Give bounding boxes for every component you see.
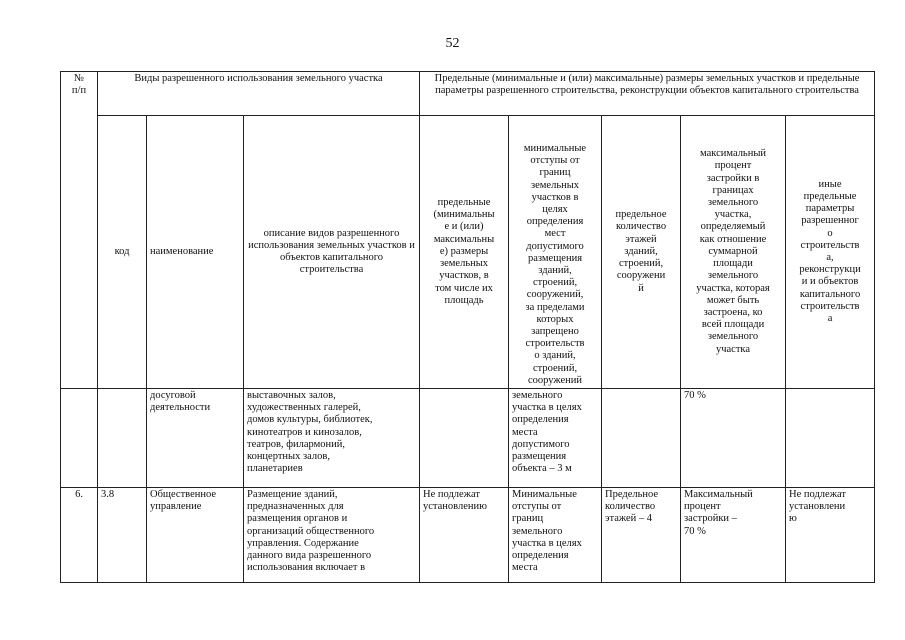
row-code [98, 389, 147, 488]
row-description: выставочных залов, художественных галерей, домов культуры, библиотек, кинотеатров и кинозалов, театров, филармоний, концертных залов, планетариев [244, 389, 420, 488]
row-other [786, 389, 875, 488]
table-row [61, 488, 875, 583]
header-other: иные предельные параметры разрешенног о строительств а, реконструкци и и объектов капитального строительств а [786, 116, 875, 389]
row-floors [602, 389, 681, 488]
header-description: описание видов разрешенного использования земельных участков и объектов капитального строительства [244, 116, 420, 389]
table-row [61, 389, 875, 488]
row-min-setback: земельного участка в целях определения места допустимого размещения объекта – 3 м [509, 389, 602, 488]
row-other: Не подлежат установлени ю [786, 488, 875, 583]
header-limit-size: предельные (минимальны е и (или) максимальны е) размеры земельных участков, в том числе их площадь [420, 116, 509, 389]
page-number: 52 [445, 36, 460, 51]
row-limit-size: Не подлежат установлению [420, 488, 509, 583]
header-limits: Предельные (минимальные и (или) максимальные) размеры земельных участков и предельные параметры разрешенного строительства, реконструкции объектов капитального строительства [420, 72, 875, 116]
row-max-percent: 70 % [681, 389, 786, 488]
row-name: Общественное управление [147, 488, 244, 583]
header-name: наименование [147, 116, 244, 389]
row-description: Размещение зданий, предназначенных для размещения органов и организаций общественного управления. Содержание данного вида разрешенного использования включает в [244, 488, 420, 583]
row-floors: Предельное количество этажей – 4 [602, 488, 681, 583]
row-limit-size [420, 389, 509, 488]
row-number [61, 389, 98, 488]
row-code: 3.8 [98, 488, 147, 583]
header-use-types: Виды разрешенного использования земельного участка [98, 72, 420, 116]
row-max-percent: Максимальный процент застройки – 70 % [681, 488, 786, 583]
header-row-top [61, 72, 875, 116]
row-min-setback: Минимальные отступы от границ земельного участка в целях определения места [509, 488, 602, 583]
row-number: 6. [61, 488, 98, 583]
header-min-setback: минимальные отступы от границ земельных участков в целях определения мест допустимого размещения зданий, строений, сооружений, за пределами которых запрещено строительств о зданий, строений, сооружений [509, 116, 602, 389]
header-floors: предельное количество этажей зданий, строений, сооружени й [602, 116, 681, 389]
header-number: № п/п [61, 72, 98, 389]
header-max-percent: максимальный процент застройки в границах земельного участка, определяемый как отношение суммарной площади земельного участка, которая может быть застроена, ко всей площади земельного участка [681, 116, 786, 389]
row-name: досуговой деятельности [147, 389, 244, 488]
header-code: код [98, 116, 147, 389]
land-use-table [60, 71, 875, 583]
header-row-sub [61, 116, 875, 389]
